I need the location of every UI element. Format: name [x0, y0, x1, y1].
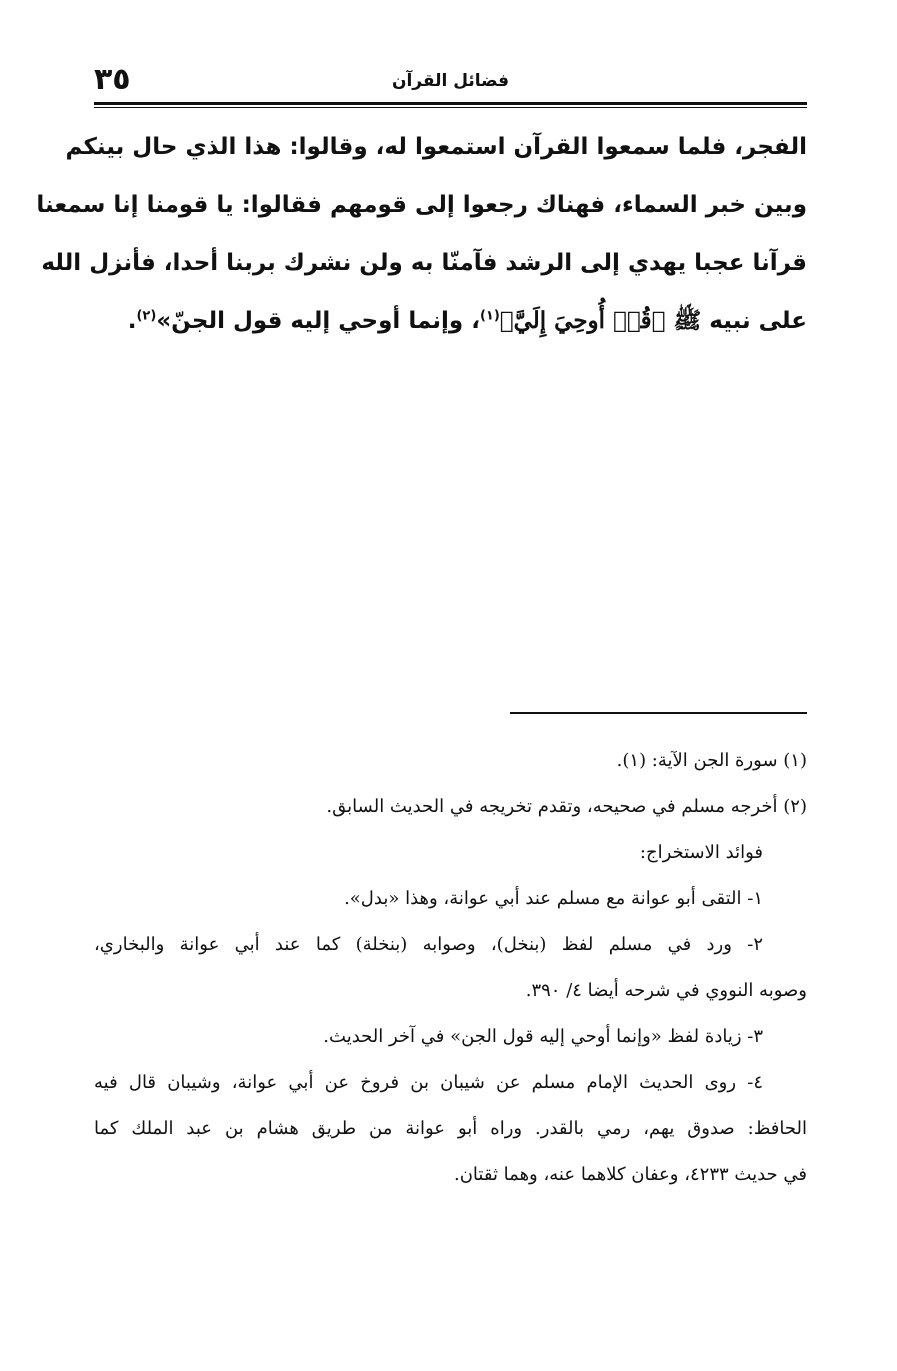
benefit-item: ٢- ورد في مسلم لفظ (بنخل)، وصوابه (بنخلة) كما عند أبي عوانة والبخاري، [94, 934, 763, 955]
footnote-1: (١) سورة الجن الآية: (١). [616, 750, 807, 771]
text-segment: على نبيه ﷺ [665, 308, 807, 334]
benefit-item: ٣- زيادة لفظ «وإنما أوحي إليه قول الجن» في آخر الحديث. [323, 1026, 763, 1047]
text-segment: ، وإنما أوحي إليه قول الجنّ» [156, 308, 480, 334]
benefit-item: ٤- روى الحديث الإمام مسلم عن شيبان بن فروخ عن أبي عوانة، وشيبان قال فيه [94, 1072, 763, 1093]
text-segment: . [127, 308, 137, 334]
benefit-item-continuation: وصوبه النووي في شرحه أيضا ٤/ ٣٩٠. [525, 980, 807, 1001]
main-text-line: قرآنا عجبا يهدي إلى الرشد فآمنّا به ولن نشرك بربنا أحدا، فأنزل الله [41, 250, 807, 276]
benefit-item-continuation: الحافظ: صدوق يهم، رمي بالقدر. وراه أبو عوانة من طريق هشام بن عبد الملك كما [94, 1118, 807, 1139]
main-text-last-line [94, 292, 807, 350]
benefits-heading: فوائد الاستخراج: [639, 842, 763, 863]
footnotes [94, 738, 807, 1198]
benefit-item: ١- التقى أبو عوانة مع مسلم عند أبي عوانة، وهذا «بدل». [344, 888, 763, 909]
main-text-line: الفجر، فلما سمعوا القرآن استمعوا له، وقالوا: هذا الذي حال بينكم [65, 134, 807, 160]
page-header [94, 62, 807, 100]
header-rule [94, 102, 807, 105]
footnote-2: (٢) أخرجه مسلم في صحيحه، وتقدم تخريجه في الحديث السابق. [326, 796, 807, 817]
header-rule-thin [94, 107, 807, 108]
footnote-separator [510, 712, 807, 714]
page-number: ٣٥ [94, 62, 131, 97]
benefit-item-continuation: في حديث ٤٢٣٣، وعفان كلاهما عنه، وهما ثقتان. [453, 1164, 807, 1185]
main-text [36, 118, 807, 350]
quran-verse: ﴿قُلۡ أُوحِيَ إِلَيَّ﴾ [499, 307, 666, 334]
footnote-ref-2: (٢) [136, 308, 157, 324]
main-text-line: وبين خبر السماء، فهناك رجعوا إلى قومهم فقالوا: يا قومنا إنا سمعنا [36, 192, 807, 218]
footnote-ref-1: (١) [479, 308, 500, 324]
running-title: فضائل القرآن [391, 71, 510, 91]
